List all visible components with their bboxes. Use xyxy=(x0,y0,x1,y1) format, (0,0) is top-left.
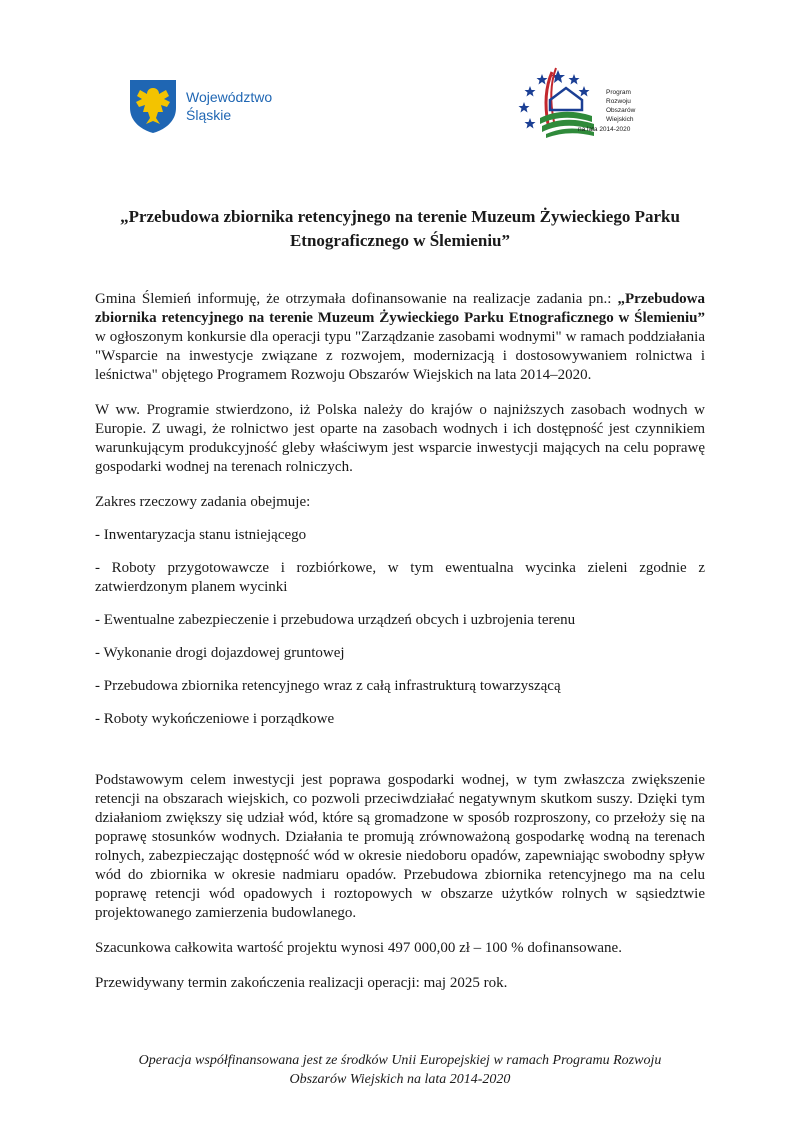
footer-line-2: Obszarów Wiejskich na lata 2014-2020 xyxy=(289,1072,511,1087)
wojewodztwo-slaskie-logo xyxy=(128,78,272,134)
completion-date-paragraph: Przewidywany termin zakończenia realizacji operacji: maj 2025 rok. xyxy=(95,975,508,991)
prow-line-1: Program xyxy=(606,89,631,96)
region-name-line2: Śląskie xyxy=(186,107,232,123)
prow-line-2: Rozwoju xyxy=(606,98,631,105)
document-body xyxy=(95,290,705,993)
scope-item: - Inwentaryzacja stanu istniejącego xyxy=(95,527,307,543)
eagle-crest-icon xyxy=(128,78,178,134)
prow-years: na lata 2014-2020 xyxy=(578,126,631,133)
footer-line-1: Operacja współfinansowana jest ze środków Unii Europejskiej w ramach Programu Rozwoju xyxy=(138,1053,662,1068)
project-name-bold: „Przebudowa zbiornika retencyjnego na terenie Muzeum Żywieckiego Parku Etnograficznego w Ślemieniu” xyxy=(95,291,705,326)
intro-rest-text: w ogłoszonym konkursie dla operacji typu "Zarządzanie zasobami wodnymi" w ramach poddziałania "Wsparcie na inwestycje związane z rozwojem, modernizacją i dostosowywaniem rolnictwa i leśnictwa" objętego Programem Rozwoju Obszarów Wiejskich na lata 2014–2020. xyxy=(95,329,705,383)
funding-footer xyxy=(95,1051,705,1089)
prow-line-3: Obszarów xyxy=(606,107,636,114)
scope-item: - Roboty przygotowawcze i rozbiórkowe, w tym ewentualna wycinka zieleni zgodnie z zatwierdzonym planem wycinki xyxy=(95,560,705,595)
scope-heading: Zakres rzeczowy zadania obejmuje: xyxy=(95,494,311,510)
scope-item: - Ewentualne zabezpieczenie i przebudowa urządzeń obcych i uzbrojenia terenu xyxy=(95,612,576,628)
scope-item: - Przebudowa zbiornika retencyjnego wraz z całą infrastrukturą towarzyszącą xyxy=(95,678,561,694)
region-name-line1: Województwo xyxy=(186,89,273,105)
goal-paragraph: Podstawowym celem inwestycji jest poprawa gospodarki wodnej, w tym zwłaszcza zwiększenie retencji na obszarach wiejskich, co pozwoli przeciwdziałać negatywnym skutkom suszy. Dzięki tym działaniom zwiększy się udział wód, które są gromadzone w sposób rozproszony, co przełoży się na poprawę stosunków wodnych. Działania te promują zrównoważoną gospodarkę wodną na terenach rolnych, zabezpieczając dostępność wód w okresie niedoboru opadów, zapewniając swobodny spływ wód do zbiornika w okresie nadmiaru opadów. Przebudowa zbiornika retencyjnego ma na celu poprawę retencji wód opadowych i roztopowych w obszarze użytków rolnych w sąsiedztwie projektowanego zamierzenia budowlanego. xyxy=(95,772,705,921)
prow-name xyxy=(606,88,635,124)
prow-logo xyxy=(510,64,650,144)
document-title: „Przebudowa zbiornika retencyjnego na terenie Muzeum Żywieckiego Parku Etnograficznego w Ślemieniu” xyxy=(120,207,680,250)
prow-line-4: Wiejskich xyxy=(606,116,634,123)
intro-paragraph xyxy=(95,290,705,385)
scope-item: - Wykonanie drogi dojazdowej gruntowej xyxy=(95,645,345,661)
intro-text: Gmina Ślemień informuję, że otrzymała dofinansowanie na realizacje zadania pn.: xyxy=(95,291,618,307)
project-value-paragraph: Szacunkowa całkowita wartość projektu wynosi 497 000,00 zł – 100 % dofinansowane. xyxy=(95,940,622,956)
program-paragraph: W ww. Programie stwierdzono, iż Polska należy do krajów o najniższych zasobach wodnych w Europie. Z uwagi, że rolnictwo jest oparte na zasobach wodnych i ich dostępność jest czynnikiem warunkującym produkcyjność gleby właściwym jest wsparcie inwestycji mających na celu poprawę gospodarki wodnej na terenach rolniczych. xyxy=(95,402,705,475)
scope-item: - Roboty wykończeniowe i porządkowe xyxy=(95,711,335,727)
